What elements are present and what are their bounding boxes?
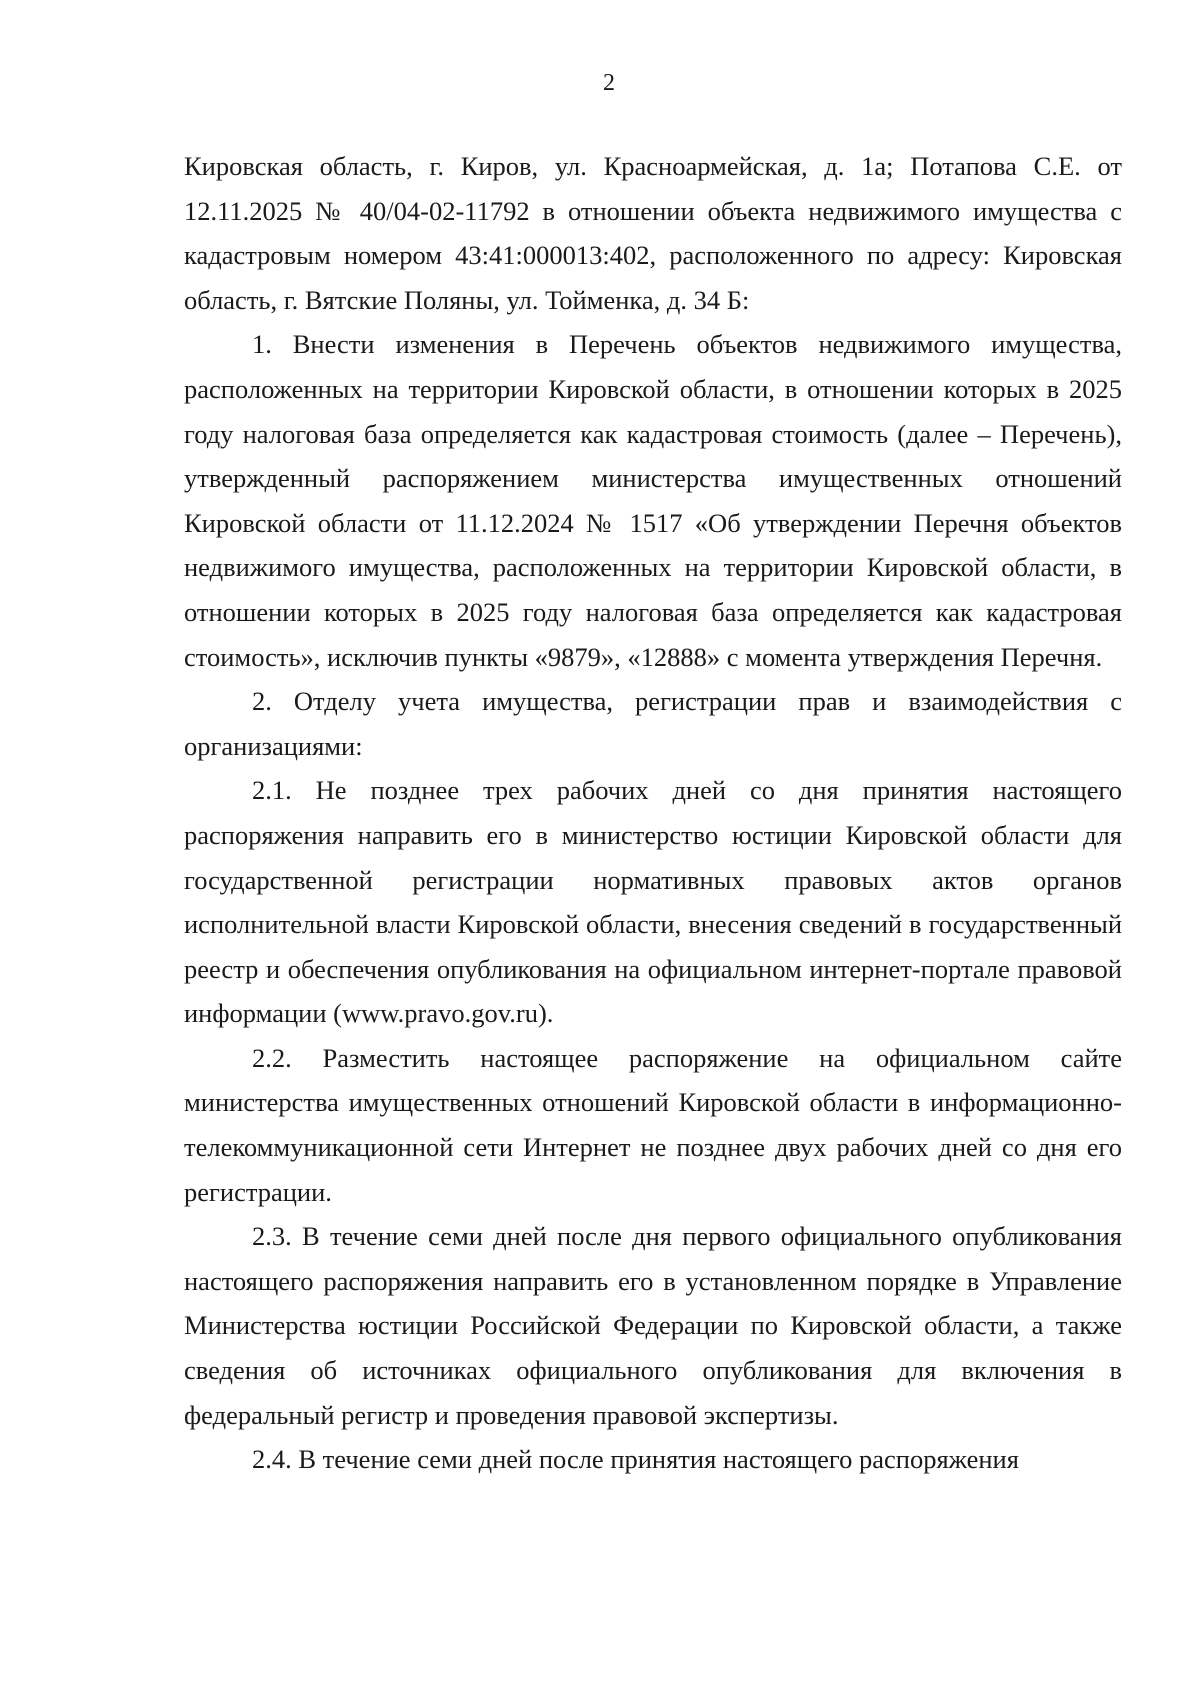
paragraph-item-1: 1. Внести изменения в Перечень объектов недвижимого имущества, расположенных на территории Кировской области, в отношении которых в 2025 году налоговая база определяется как кадастровая стоимость (далее – Перечень), утвержденный распоряжением министерства имущественных отношений Кировской области от 11.12.2024 № 1517 «Об утверждении Перечня объектов недвижимого имущества, расположенных на территории Кировской области, в отношении которых в 2025 году налоговая база определяется как кадастровая стоимость», исключив пункты «9879», «12888» с момента утверждения Перечня. — [184, 329, 1122, 672]
paragraph-item-2-3: 2.3. В течение семи дней после дня первого официального опубликования настоящего распоряжения направить его в установленном порядке в Управление Министерства юстиции Российской Федерации по Кировской области, а также сведения об источниках официального опубликования для включения в федеральный регистр и проведения правовой экспертизы. — [184, 1221, 1122, 1430]
paragraph-intro: Кировская область, г. Киров, ул. Красноармейская, д. 1а; Потапова С.Е. от 12.11.2025 № 40/04-02-11792 в отношении объекта недвижимого имущества с кадастровым номером 43:41:000013:402, расположенного по адресу: Кировская область, г. Вятские Поляны, ул. Тойменка, д. 34 Б: — [184, 151, 1122, 315]
paragraph-item-2: 2. Отделу учета имущества, регистрации прав и взаимодействия с организациями: — [184, 686, 1122, 761]
paragraph-item-2-1: 2.1. Не позднее трех рабочих дней со дня принятия настоящего распоряжения направить его в министерство юстиции Кировской области для государственной регистрации нормативных правовых актов органов исполнительной власти Кировской области, внесения сведений в государственный реестр и обеспечения опубликования на официальном интернет-портале правовой информации (www.pravo.gov.ru). — [184, 775, 1122, 1029]
document-body — [184, 144, 1122, 1482]
paragraph-item-2-4: 2.4. В течение семи дней после принятия настоящего распоряжения — [252, 1444, 1019, 1475]
paragraph-item-2-2: 2.2. Разместить настоящее распоряжение на официальном сайте министерства имущественных отношений Кировской области в информационно-телекоммуникационной сети Интернет не позднее двух рабочих дней со дня его регистрации. — [184, 1042, 1122, 1207]
page-number: 2 — [603, 70, 615, 96]
